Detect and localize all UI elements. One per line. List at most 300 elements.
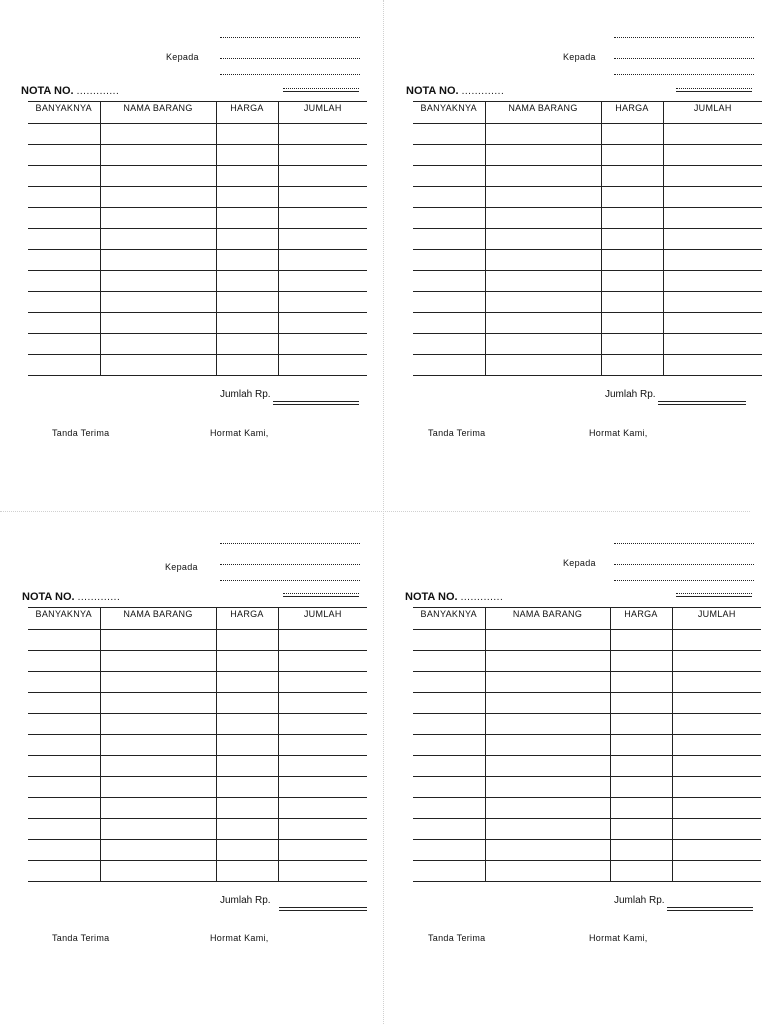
table-row	[28, 124, 367, 145]
nota-number-label: NOTA NO.	[21, 85, 74, 97]
table-cell[interactable]	[28, 229, 100, 250]
table-row	[28, 840, 367, 861]
table-cell[interactable]	[672, 651, 761, 672]
table-cell[interactable]	[610, 756, 672, 777]
table-cell[interactable]	[216, 630, 278, 651]
table-row	[28, 651, 367, 672]
table-cell[interactable]	[278, 777, 367, 798]
table-cell[interactable]	[216, 250, 278, 271]
table-cell[interactable]	[672, 714, 761, 735]
table-cell[interactable]	[278, 355, 367, 376]
table-cell[interactable]	[278, 651, 367, 672]
table-cell[interactable]	[610, 777, 672, 798]
table-cell[interactable]	[413, 840, 485, 861]
nota-number-value[interactable]: .............	[460, 592, 504, 603]
table-row	[28, 798, 367, 819]
total-amount-field[interactable]	[279, 907, 367, 911]
table-row	[28, 672, 367, 693]
table-cell[interactable]	[601, 124, 663, 145]
table-row	[28, 756, 367, 777]
table-cell[interactable]	[28, 861, 100, 882]
table-cell[interactable]	[672, 798, 761, 819]
table-cell[interactable]	[216, 313, 278, 334]
table-cell[interactable]	[413, 819, 485, 840]
table-cell[interactable]	[601, 355, 663, 376]
table-cell[interactable]	[278, 630, 367, 651]
table-cell[interactable]	[610, 798, 672, 819]
table-cell[interactable]	[100, 630, 216, 651]
table-cell[interactable]	[100, 145, 216, 166]
table-row	[28, 166, 367, 187]
nota-form-3	[0, 506, 384, 1018]
table-cell[interactable]	[28, 145, 100, 166]
table-cell[interactable]	[610, 861, 672, 882]
table-cell[interactable]	[216, 777, 278, 798]
table-cell[interactable]	[601, 229, 663, 250]
table-cell[interactable]	[278, 693, 367, 714]
table-row	[28, 819, 367, 840]
total-label: Jumlah Rp.	[220, 389, 271, 400]
table-cell[interactable]	[278, 819, 367, 840]
table-row	[413, 250, 762, 271]
table-cell[interactable]	[413, 313, 485, 334]
table-cell[interactable]	[216, 756, 278, 777]
table-row	[413, 840, 761, 861]
table-row	[28, 777, 367, 798]
table-cell[interactable]	[485, 313, 601, 334]
table-cell[interactable]	[28, 334, 100, 355]
table-cell[interactable]	[28, 313, 100, 334]
table-cell[interactable]	[485, 250, 601, 271]
table-cell[interactable]	[216, 819, 278, 840]
table-cell[interactable]	[278, 798, 367, 819]
table-cell[interactable]	[278, 124, 367, 145]
table-cell[interactable]	[663, 187, 762, 208]
table-cell[interactable]	[28, 292, 100, 313]
table-cell[interactable]	[663, 313, 762, 334]
table-cell[interactable]	[485, 145, 601, 166]
table-cell[interactable]	[278, 861, 367, 882]
table-cell[interactable]	[216, 208, 278, 229]
table-row	[28, 145, 367, 166]
sender-signature-label: Hormat Kami,	[210, 428, 269, 438]
table-cell[interactable]	[610, 693, 672, 714]
receiver-signature-label: Tanda Terima	[52, 428, 110, 438]
table-cell[interactable]	[100, 840, 216, 861]
address-line-3[interactable]	[220, 580, 360, 581]
table-cell[interactable]	[278, 313, 367, 334]
table-cell[interactable]	[28, 208, 100, 229]
table-row	[28, 292, 367, 313]
column-header: BANYAKNYA	[28, 608, 100, 630]
table-cell[interactable]	[278, 229, 367, 250]
table-cell[interactable]	[413, 271, 485, 292]
table-cell[interactable]	[216, 145, 278, 166]
table-cell[interactable]	[485, 798, 610, 819]
table-cell[interactable]	[216, 355, 278, 376]
table-cell[interactable]	[28, 756, 100, 777]
table-cell[interactable]	[610, 714, 672, 735]
table-cell[interactable]	[100, 271, 216, 292]
table-row	[28, 861, 367, 882]
table-cell[interactable]	[413, 166, 485, 187]
table-cell[interactable]	[413, 693, 485, 714]
table-cell[interactable]	[663, 292, 762, 313]
table-cell[interactable]	[216, 334, 278, 355]
table-cell[interactable]	[28, 777, 100, 798]
table-row	[28, 355, 367, 376]
table-row	[413, 798, 761, 819]
table-cell[interactable]	[216, 714, 278, 735]
column-header: NAMA BARANG	[100, 102, 216, 124]
receiver-signature-label: Tanda Terima	[52, 933, 110, 943]
table-row	[413, 861, 761, 882]
table-cell[interactable]	[485, 208, 601, 229]
kepada-label: Kepada	[563, 52, 596, 62]
table-cell[interactable]	[485, 292, 601, 313]
address-line-1[interactable]	[614, 543, 754, 544]
table-cell[interactable]	[663, 208, 762, 229]
address-line-1[interactable]	[220, 37, 360, 38]
table-cell[interactable]	[413, 355, 485, 376]
nota-number-label: NOTA NO.	[405, 591, 458, 603]
table-row	[28, 714, 367, 735]
items-table	[28, 101, 367, 376]
table-cell[interactable]	[485, 271, 601, 292]
table-cell[interactable]	[485, 672, 610, 693]
total-label: Jumlah Rp.	[605, 389, 656, 400]
table-cell[interactable]	[413, 334, 485, 355]
kepada-label: Kepada	[166, 52, 199, 62]
nota-number-label: NOTA NO.	[406, 85, 459, 97]
table-cell[interactable]	[663, 250, 762, 271]
table-cell[interactable]	[672, 693, 761, 714]
table-row	[413, 651, 761, 672]
table-cell[interactable]	[485, 714, 610, 735]
nota-form-2	[384, 0, 768, 512]
table-row	[28, 735, 367, 756]
table-cell[interactable]	[413, 630, 485, 651]
table-cell[interactable]	[413, 777, 485, 798]
table-cell[interactable]	[485, 693, 610, 714]
address-line-1[interactable]	[220, 543, 360, 544]
date-line[interactable]	[283, 593, 359, 597]
nota-number-value[interactable]: .............	[461, 86, 505, 97]
table-cell[interactable]	[485, 777, 610, 798]
table-cell[interactable]	[413, 798, 485, 819]
table-cell[interactable]	[485, 334, 601, 355]
table-cell[interactable]	[610, 651, 672, 672]
table-cell[interactable]	[216, 798, 278, 819]
table-cell[interactable]	[28, 187, 100, 208]
table-cell[interactable]	[413, 651, 485, 672]
table-cell[interactable]	[216, 292, 278, 313]
items-table	[413, 101, 762, 376]
sender-signature-label: Hormat Kami,	[589, 933, 648, 943]
table-cell[interactable]	[413, 714, 485, 735]
table-cell[interactable]	[663, 229, 762, 250]
table-row	[413, 714, 761, 735]
table-cell[interactable]	[485, 756, 610, 777]
date-line[interactable]	[283, 88, 359, 92]
table-cell[interactable]	[278, 714, 367, 735]
table-cell[interactable]	[278, 672, 367, 693]
table-cell[interactable]	[100, 166, 216, 187]
table-row	[28, 693, 367, 714]
column-header: BANYAKNYA	[413, 608, 485, 630]
table-cell[interactable]	[413, 861, 485, 882]
column-header: HARGA	[601, 102, 663, 124]
table-cell[interactable]	[610, 735, 672, 756]
items-table	[28, 607, 367, 882]
table-cell[interactable]	[672, 840, 761, 861]
table-cell[interactable]	[485, 229, 601, 250]
table-cell[interactable]	[413, 187, 485, 208]
table-cell[interactable]	[413, 145, 485, 166]
table-row	[413, 819, 761, 840]
table-cell[interactable]	[485, 166, 601, 187]
address-line-3[interactable]	[614, 580, 754, 581]
table-row	[413, 355, 762, 376]
nota-number-value[interactable]: .............	[76, 86, 120, 97]
table-cell[interactable]	[601, 313, 663, 334]
nota-number	[406, 85, 504, 97]
table-cell[interactable]	[672, 756, 761, 777]
table-cell[interactable]	[663, 355, 762, 376]
table-cell[interactable]	[100, 861, 216, 882]
table-cell[interactable]	[278, 735, 367, 756]
table-cell[interactable]	[485, 124, 601, 145]
table-cell[interactable]	[278, 334, 367, 355]
table-cell[interactable]	[216, 735, 278, 756]
table-cell[interactable]	[413, 229, 485, 250]
table-cell[interactable]	[216, 693, 278, 714]
address-line-1[interactable]	[614, 37, 754, 38]
table-cell[interactable]	[672, 630, 761, 651]
table-cell[interactable]	[100, 250, 216, 271]
table-cell[interactable]	[28, 630, 100, 651]
table-cell[interactable]	[672, 777, 761, 798]
column-header: JUMLAH	[672, 608, 761, 630]
table-cell[interactable]	[413, 756, 485, 777]
date-line[interactable]	[676, 593, 752, 597]
table-cell[interactable]	[601, 166, 663, 187]
nota-form-4	[384, 506, 768, 1018]
column-header: JUMLAH	[278, 102, 367, 124]
table-cell[interactable]	[28, 714, 100, 735]
table-cell[interactable]	[413, 208, 485, 229]
table-row	[28, 313, 367, 334]
sender-signature-label: Hormat Kami,	[589, 428, 648, 438]
column-header: HARGA	[216, 608, 278, 630]
table-cell[interactable]	[413, 672, 485, 693]
table-row	[28, 271, 367, 292]
table-cell[interactable]	[672, 819, 761, 840]
table-row	[28, 250, 367, 271]
table-row	[413, 229, 762, 250]
address-line-3[interactable]	[614, 74, 754, 75]
nota-number	[22, 591, 120, 603]
table-cell[interactable]	[413, 124, 485, 145]
table-cell[interactable]	[610, 672, 672, 693]
table-cell[interactable]	[216, 166, 278, 187]
table-cell[interactable]	[216, 187, 278, 208]
table-row	[413, 672, 761, 693]
column-header: HARGA	[610, 608, 672, 630]
table-cell[interactable]	[100, 819, 216, 840]
table-cell[interactable]	[601, 145, 663, 166]
table-cell[interactable]	[28, 798, 100, 819]
table-row	[413, 735, 761, 756]
table-cell[interactable]	[278, 208, 367, 229]
table-cell[interactable]	[28, 672, 100, 693]
table-cell[interactable]	[100, 798, 216, 819]
table-cell[interactable]	[485, 630, 610, 651]
table-cell[interactable]	[216, 124, 278, 145]
table-cell[interactable]	[485, 355, 601, 376]
total-amount-field[interactable]	[273, 401, 359, 405]
column-header: JUMLAH	[663, 102, 762, 124]
table-cell[interactable]	[100, 672, 216, 693]
table-cell[interactable]	[485, 187, 601, 208]
table-cell[interactable]	[100, 756, 216, 777]
table-cell[interactable]	[100, 124, 216, 145]
table-cell[interactable]	[28, 735, 100, 756]
table-cell[interactable]	[100, 651, 216, 672]
nota-number	[21, 85, 119, 97]
table-cell[interactable]	[601, 187, 663, 208]
table-cell[interactable]	[278, 145, 367, 166]
table-row	[413, 777, 761, 798]
nota-number	[405, 591, 503, 603]
table-cell[interactable]	[485, 819, 610, 840]
table-cell[interactable]	[663, 334, 762, 355]
table-cell[interactable]	[663, 145, 762, 166]
table-cell[interactable]	[278, 187, 367, 208]
table-row	[413, 334, 762, 355]
table-cell[interactable]	[601, 292, 663, 313]
table-cell[interactable]	[278, 166, 367, 187]
total-label: Jumlah Rp.	[220, 895, 271, 906]
date-line[interactable]	[676, 88, 752, 92]
table-cell[interactable]	[278, 250, 367, 271]
table-row	[413, 313, 762, 334]
table-cell[interactable]	[413, 292, 485, 313]
column-header: NAMA BARANG	[485, 608, 610, 630]
table-cell[interactable]	[216, 861, 278, 882]
table-cell[interactable]	[672, 672, 761, 693]
table-cell[interactable]	[413, 735, 485, 756]
column-header: JUMLAH	[278, 608, 367, 630]
table-row	[413, 630, 761, 651]
table-cell[interactable]	[278, 271, 367, 292]
table-row	[28, 630, 367, 651]
table-cell[interactable]	[601, 334, 663, 355]
table-cell[interactable]	[100, 355, 216, 376]
table-cell[interactable]	[100, 334, 216, 355]
table-cell[interactable]	[610, 819, 672, 840]
kepada-label: Kepada	[165, 562, 198, 572]
table-cell[interactable]	[100, 735, 216, 756]
table-row	[413, 756, 761, 777]
table-cell[interactable]	[28, 819, 100, 840]
table-cell[interactable]	[100, 292, 216, 313]
address-line-2[interactable]	[220, 564, 360, 565]
nota-number-label: NOTA NO.	[22, 591, 75, 603]
kepada-label: Kepada	[563, 558, 596, 568]
table-cell[interactable]	[413, 250, 485, 271]
total-label: Jumlah Rp.	[614, 895, 665, 906]
table-row	[28, 229, 367, 250]
total-amount-field[interactable]	[667, 907, 753, 911]
table-cell[interactable]	[601, 250, 663, 271]
table-row	[413, 208, 762, 229]
table-cell[interactable]	[28, 271, 100, 292]
nota-form-1	[0, 0, 384, 512]
table-cell[interactable]	[28, 693, 100, 714]
table-cell[interactable]	[28, 355, 100, 376]
items-table	[413, 607, 761, 882]
table-cell[interactable]	[485, 735, 610, 756]
table-cell[interactable]	[672, 861, 761, 882]
column-header: BANYAKNYA	[28, 102, 100, 124]
table-cell[interactable]	[28, 651, 100, 672]
table-cell[interactable]	[100, 229, 216, 250]
address-line-2[interactable]	[614, 564, 754, 565]
column-header: HARGA	[216, 102, 278, 124]
table-cell[interactable]	[278, 292, 367, 313]
table-cell[interactable]	[278, 840, 367, 861]
table-cell[interactable]	[28, 250, 100, 271]
address-line-2[interactable]	[220, 58, 360, 59]
table-cell[interactable]	[663, 166, 762, 187]
table-cell[interactable]	[663, 271, 762, 292]
table-cell[interactable]	[278, 756, 367, 777]
table-row	[413, 271, 762, 292]
table-cell[interactable]	[485, 651, 610, 672]
table-cell[interactable]	[216, 271, 278, 292]
table-cell[interactable]	[100, 714, 216, 735]
address-line-3[interactable]	[220, 74, 360, 75]
table-cell[interactable]	[100, 187, 216, 208]
column-header: BANYAKNYA	[413, 102, 485, 124]
column-header: NAMA BARANG	[100, 608, 216, 630]
table-cell[interactable]	[663, 124, 762, 145]
table-cell[interactable]	[485, 840, 610, 861]
table-cell[interactable]	[601, 208, 663, 229]
table-cell[interactable]	[610, 630, 672, 651]
table-cell[interactable]	[100, 208, 216, 229]
nota-number-value[interactable]: .............	[77, 592, 121, 603]
address-line-2[interactable]	[614, 58, 754, 59]
table-cell[interactable]	[100, 777, 216, 798]
table-row	[413, 693, 761, 714]
table-cell[interactable]	[28, 166, 100, 187]
table-cell[interactable]	[485, 861, 610, 882]
table-cell[interactable]	[28, 840, 100, 861]
table-cell[interactable]	[100, 693, 216, 714]
table-cell[interactable]	[216, 229, 278, 250]
table-cell[interactable]	[216, 651, 278, 672]
table-cell[interactable]	[216, 672, 278, 693]
table-cell[interactable]	[216, 840, 278, 861]
table-cell[interactable]	[672, 735, 761, 756]
total-amount-field[interactable]	[658, 401, 746, 405]
table-cell[interactable]	[601, 271, 663, 292]
table-cell[interactable]	[28, 124, 100, 145]
table-cell[interactable]	[100, 313, 216, 334]
table-cell[interactable]	[610, 840, 672, 861]
